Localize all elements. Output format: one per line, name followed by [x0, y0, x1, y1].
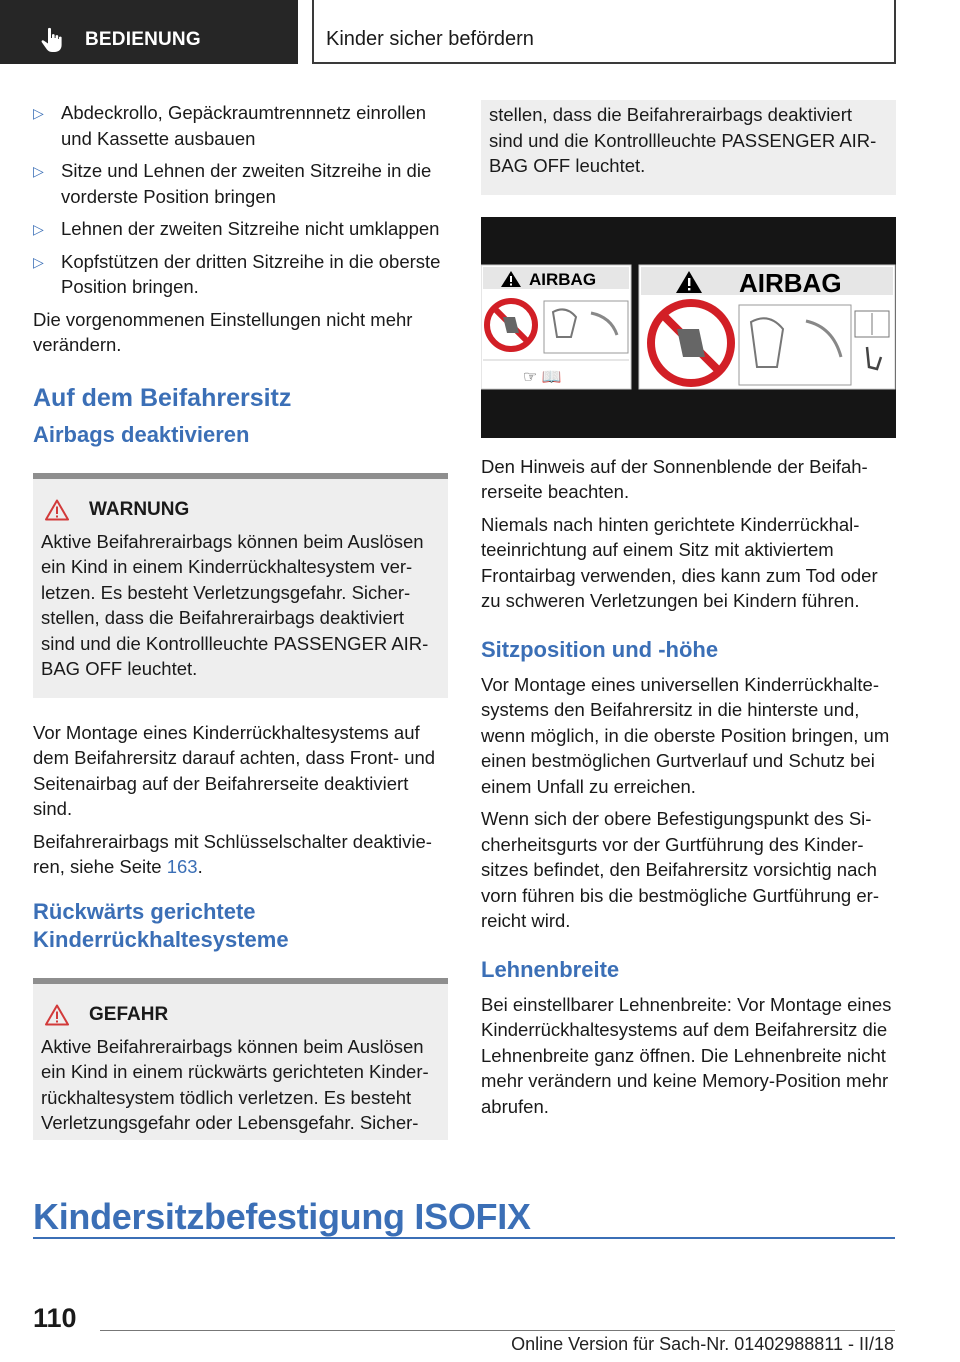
danger-text: stellen, dass die Beifahrerairbags deaktiviert sind und die Kontrollleuchte PASSENGER AIRBAG OFF leuchtet. — [489, 104, 877, 176]
triangle-bullet-icon: ▷ — [33, 221, 44, 237]
chapter-main-title: Kindersitzbefestigung ISOFIX — [33, 1196, 531, 1237]
chapter-title: Kinder sicher befördern — [326, 28, 534, 50]
list-item: ▷ Kopfstützen der dritten Sitzreihe in die oberste Position bringen. — [33, 250, 441, 297]
airbag-label-graphic — [481, 217, 896, 438]
right-column — [481, 100, 896, 1126]
list-item: ▷ Lehnen der zweiten Sitzreihe nicht umklappen — [33, 216, 448, 242]
triangle-bullet-icon: ▷ — [33, 105, 44, 121]
airbag-label-small: AIRBAG — [529, 269, 597, 289]
danger-box-continued — [481, 100, 896, 195]
danger-title: GEFAHR — [89, 1003, 169, 1025]
danger-box — [33, 978, 448, 1140]
airbag-label-large: AIRBAG — [739, 267, 842, 298]
airbag-warning-label-image — [481, 217, 896, 438]
subsection-heading: Rückwärts gerichtete Kinderrückhaltesysteme — [33, 898, 289, 952]
triangle-bullet-icon: ▷ — [33, 163, 44, 179]
hand-icon — [40, 27, 64, 53]
paragraph: Den Hinweis auf der Sonnenblende der Beifahrerseite beachten. — [481, 455, 868, 502]
list-item: ▷ Sitze und Lehnen der zweiten Sitzreihe in die vorderste Position bringen — [33, 160, 432, 207]
left-column — [33, 100, 448, 1162]
paragraph: Niemals nach hinten gerichtete Kinderrückhalteeinrichtung auf einem Sitz mit aktiviertem Frontairbag verwenden, dies kann zum Tod oder zu schweren Verletzungen bei Kindern führen. — [481, 513, 878, 611]
subsection-heading: Airbags deaktivieren — [33, 421, 250, 447]
section-tab — [0, 0, 298, 64]
danger-text: Aktive Beifahrerairbags können beim Auslösen ein Kind in einem rückwärts gerichteten Kinderrückhaltesystem tödlich verletzen. Es besteht Verletzungsgefahr oder Lebensgefahr. Sicher- — [41, 1035, 429, 1133]
warning-text: Aktive Beifahrerairbags können beim Auslösen ein Kind in einem Kinderrückhaltesystem verletzen. Es besteht Verletzungsgefahr. Sicherstellen, dass die Beifahrerairbags deaktiviert sind und die Kontrollleuchte PASSENGER AIRBAG OFF leuchtet. — [41, 530, 429, 679]
page-link[interactable]: 163 — [166, 856, 198, 877]
list-item: ▷ Abdeckrollo, Gepäckraumtrennnetz einrollen und Kassette ausbauen — [33, 102, 427, 149]
section-label: BEDIENUNG — [85, 29, 201, 50]
paragraph: Beifahrerairbags mit Schlüsselschalter deaktivieren, siehe Seite 163. — [33, 830, 432, 877]
paragraph: Vor Montage eines universellen Kinderrückhaltesystems den Beifahrersitz in die hinterste und, wenn möglich, in die oberste Position bringen, um einen bestmöglichen Gurtverlauf und Schutz bei einem Unfall zu erreichen. — [481, 673, 890, 797]
footer-text: Online Version für Sach-Nr. 01402988811 - II/18 — [511, 1334, 894, 1354]
paragraph: Wenn sich der obere Befestigungspunkt des Sicherheitsgurts vor der Gurtführung des Kindersitzes befindet, den Beifahrersitz vorsichtig nach vorn führen bis die bestmögliche Gurtführung erreicht wird. — [481, 808, 879, 931]
subsection-heading: Sitzposition und -höhe — [481, 636, 719, 662]
warning-triangle-icon — [45, 499, 69, 521]
warning-triangle-icon — [45, 1004, 69, 1026]
paragraph: Bei einstellbarer Lehnenbreite: Vor Montage eines Kinderrückhaltesystems auf dem Beifahrersitz die Lehnenbreite ganz öffnen. Die Lehnenbreite nicht mehr verändern und keine Memory-Position mehr abrufen. — [481, 993, 892, 1117]
warning-title: WARNUNG — [89, 498, 190, 520]
page-number: 110 — [33, 1303, 77, 1333]
paragraph: Die vorgenommenen Einstellungen nicht mehr verändern. — [33, 308, 413, 355]
subsection-heading: Lehnenbreite — [481, 956, 620, 982]
paragraph: Vor Montage eines Kinderrückhaltesystems auf dem Beifahrersitz darauf achten, dass Front- und Seitenairbag auf der Beifahrerseite deaktiviert sind. — [33, 721, 436, 819]
chapter-header — [312, 0, 896, 64]
triangle-bullet-icon: ▷ — [33, 253, 44, 270]
section-heading: Auf dem Beifahrersitz — [33, 383, 292, 412]
footer-divider — [100, 1330, 895, 1331]
title-divider — [33, 1237, 895, 1239]
hand-point-icon: ☞ 📖 — [523, 368, 562, 386]
warning-box — [33, 473, 448, 698]
